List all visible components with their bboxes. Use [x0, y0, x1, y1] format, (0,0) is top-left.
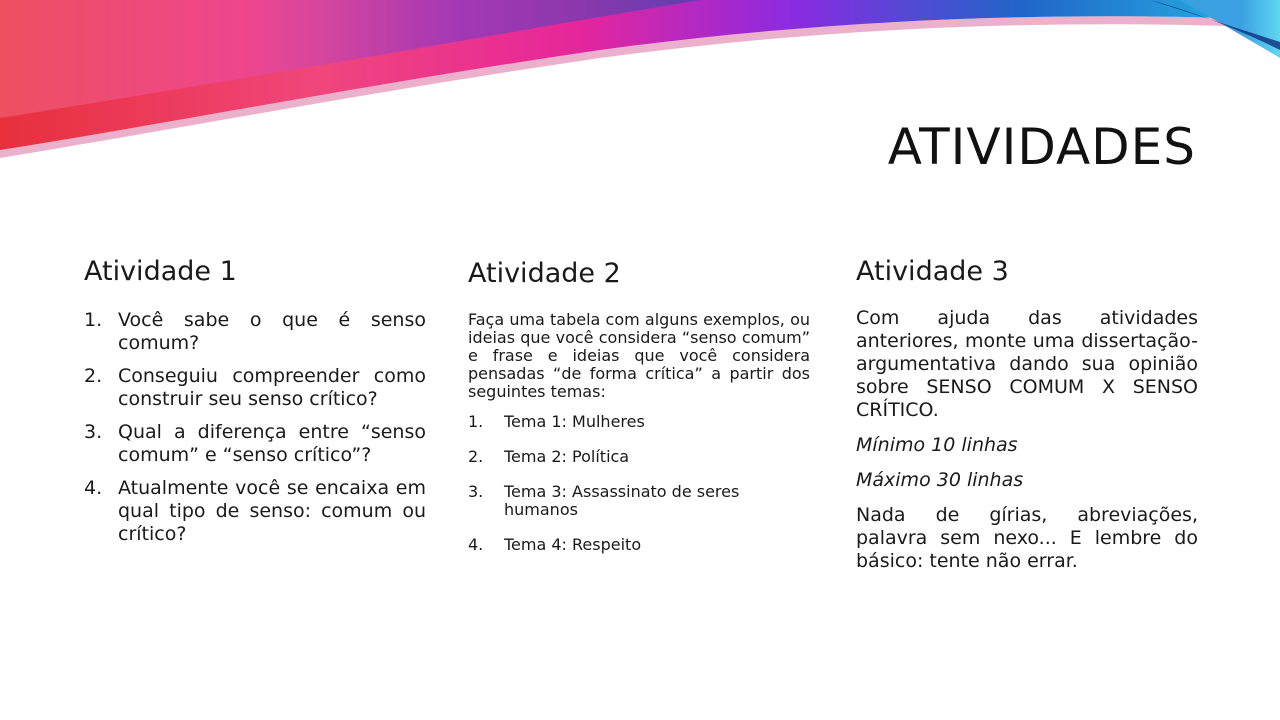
activity-3-minimum: Mínimo 10 linhas: [856, 434, 1018, 456]
list-text: Tema 2: Política: [504, 447, 630, 466]
activity-3-maximum: Máximo 30 linhas: [856, 469, 1024, 491]
activity-3-heading: Atividade 3: [856, 256, 1009, 287]
activity-1-heading: Atividade 1: [84, 256, 237, 287]
page-title: ATIVIDADES: [887, 118, 1196, 176]
activity-2-heading: Atividade 2: [468, 258, 621, 289]
activity-2-list: [468, 413, 810, 554]
activity-3-paragraph: Com ajuda das atividades anteriores, monte uma dissertação-argumentativa dando sua opinião sobre SENSO COMUM X SENSO CRÍTICO.: [856, 307, 1198, 421]
list-text: Tema 1: Mulheres: [504, 412, 645, 431]
list-item: [84, 421, 426, 467]
list-text: Tema 3: Assassinato de seres humanos: [504, 482, 740, 519]
list-number: 4.: [468, 535, 484, 554]
list-number: 1.: [468, 412, 484, 431]
activity-1-list: [84, 309, 426, 546]
list-item: [468, 413, 810, 431]
list-item: [468, 483, 810, 519]
list-number: 2.: [84, 365, 103, 387]
list-item: [468, 536, 810, 554]
list-text: Qual a diferença entre “senso comum” e “senso crítico”?: [118, 421, 426, 466]
list-text: Atualmente você se encaixa em qual tipo de senso: comum ou crítico?: [118, 477, 426, 545]
list-item: [84, 477, 426, 546]
list-number: 3.: [84, 421, 103, 443]
list-text: Tema 4: Respeito: [504, 535, 642, 554]
activity-1-column: [84, 256, 426, 556]
list-text: Você sabe o que é senso comum?: [118, 309, 426, 354]
activity-3-final-note: Nada de gírias, abreviações, palavra sem nexo... E lembre do básico: tente não errar.: [856, 504, 1198, 572]
list-number: 3.: [468, 482, 484, 501]
list-number: 1.: [84, 309, 103, 331]
list-text: Conseguiu compreender como construir seu senso crítico?: [118, 365, 426, 410]
activity-2-column: [468, 258, 810, 571]
list-number: 2.: [468, 447, 484, 466]
activity-3-column: [856, 256, 1198, 573]
activity-2-intro: Faça uma tabela com alguns exemplos, ou ideias que você considera “senso comum” e frase e ideias que você considera pensadas “de forma crítica” a partir dos seguintes temas:: [468, 310, 810, 401]
list-item: [84, 309, 426, 355]
list-item: [84, 365, 426, 411]
list-item: [468, 448, 810, 466]
list-number: 4.: [84, 477, 103, 499]
